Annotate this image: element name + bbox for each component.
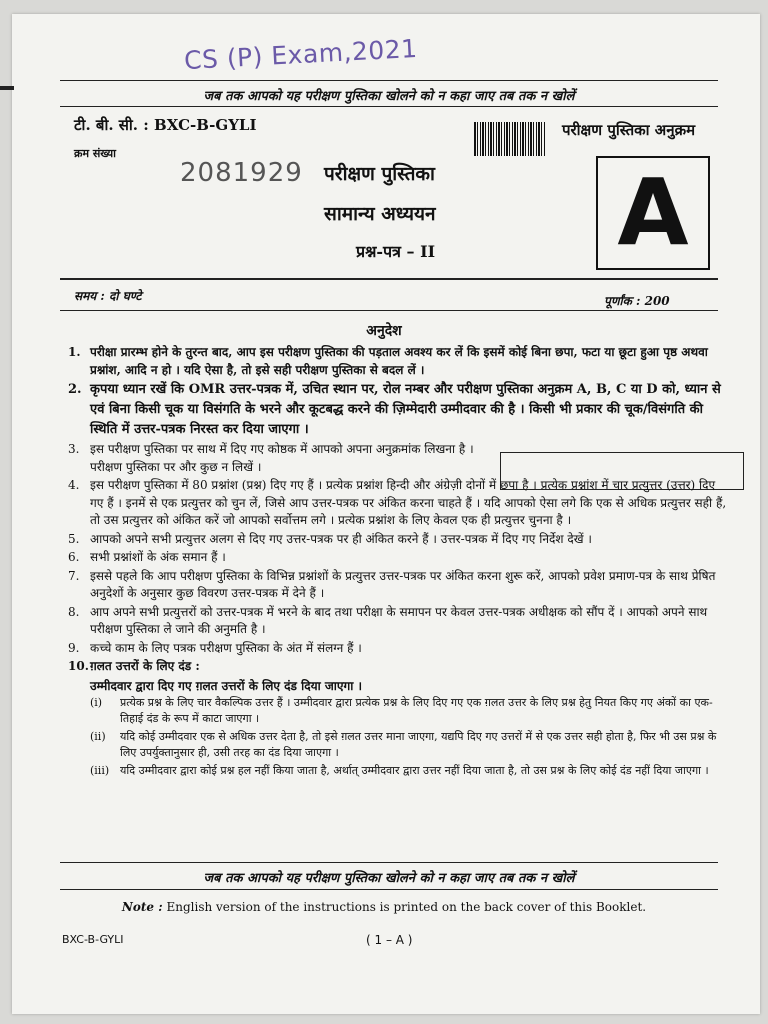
- instruction-item: 6. सभी प्रश्नांशों के अंक समान हैं ।: [68, 550, 226, 564]
- penalty-item: (iii) यदि उम्मीदवार द्वारा कोई प्रश्न हल नहीं किया जाता है, अर्थात् उम्मीदवार द्वारा उत्तर नहीं दिया जाता है, तो उस प्रश्न के लिए कोई दंड नहीं दिया जाएगा ।: [90, 763, 709, 777]
- divider-top-2: [60, 106, 718, 107]
- paper-number: प्रश्न-पत्र – II: [356, 242, 436, 261]
- divider-top: [60, 80, 718, 81]
- exam-stamp: CS (P) Exam,2021: [183, 33, 419, 76]
- english-note: [0, 900, 768, 914]
- footer-code: BXC-B-GYLI: [62, 933, 124, 946]
- divider-bottom-2: [60, 889, 718, 890]
- time-allowed: समय : दो घण्टे: [74, 289, 142, 303]
- divider-bottom: [60, 862, 718, 863]
- booklet-title: परीक्षण पुस्तिका: [324, 163, 435, 185]
- note-text: English version of the instructions is printed on the back cover of this Booklet.: [162, 900, 647, 914]
- divider-header: [60, 278, 718, 280]
- instruction-item: 3. इस परीक्षण पुस्तिका पर साथ में दिए गए कोष्ठक में आपको अपना अनुक्रमांक लिखना है । परीक्षण पुस्तिका पर और कुछ न लिखें ।: [68, 442, 474, 474]
- series-label: परीक्षण पुस्तिका अनुक्रम: [562, 121, 696, 139]
- instruction-item: 4. इस परीक्षण पुस्तिका में 80 प्रश्नांश (प्रश्न) दिए गए हैं । प्रत्येक प्रश्नांश हिन्दी और अंग्रेज़ी दोनों में छपा है । प्रत्येक प्रश्नांश में चार प्रत्युत्तर (उत्तर) दिए गए हैं । इनमें से एक प्रत्युत्तर को चुन लें, जिसे आप उत्तर-पत्रक पर अंकित करना चाहते हैं । यदि आपको ऐसा लगे कि एक से अधिक प्रत्युत्तर सही हैं, तो उस प्रत्युत्तर को अंकित करें जो आपको सर्वोत्तम लगे । प्रत्येक प्रश्नांश के लिए केवल एक ही प्रत्युत्तर चुनना है ।: [68, 478, 727, 527]
- serial-label: क्रम संख्या: [74, 147, 116, 160]
- instruction-item: 1. परीक्षा प्रारम्भ होने के तुरन्त बाद, आप इस परीक्षण पुस्तिका की पड़ताल अवश्य कर लें कि इसमें कोई बिना छपा, फटा या छूटा हुआ पृष्ठ अथवा प्रश्नांश, आदि न हो । यदि ऐसा है, तो इसे सही परीक्षण पुस्तिका से बदल लें ।: [68, 345, 708, 377]
- series-box: [596, 156, 710, 270]
- instruction-item: 9. कच्चे काम के लिए पत्रक परीक्षण पुस्तिका के अंत में संलग्न हैं ।: [68, 640, 362, 655]
- warning-bottom: जब तक आपको यह परीक्षण पुस्तिका खोलने को न कहा जाए तब तक न खोलें: [203, 871, 575, 886]
- instructions-heading: अनुदेश: [366, 323, 402, 339]
- barcode: [474, 122, 546, 156]
- subject-title: सामान्य अध्ययन: [324, 203, 436, 225]
- penalty-item: (ii) यदि कोई उम्मीदवार एक से अधिक उत्तर देता है, तो इसे ग़लत उत्तर माना जाएगा, यद्यपि दिए गए उत्तरों में से एक उत्तर सही होता है, फिर भी उस प्रश्न के लिए उपर्युक्तानुसार ही, उसी तरह का दंड दिया जाएगा ।: [90, 729, 717, 759]
- instructions-list: [68, 344, 728, 781]
- warning-top: जब तक आपको यह परीक्षण पुस्तिका खोलने को न कहा जाए तब तक न खोलें: [203, 89, 575, 104]
- divider-instructions: [60, 310, 718, 311]
- instruction-item: 7. इससे पहले कि आप परीक्षण पुस्तिका के विभिन्न प्रश्नांशों के प्रत्युत्तर उत्तर-पत्रक पर अंकित करना शुरू करें, आपको प्रवेश प्रमाण-पत्र के साथ प्रेषित अनुदेशों के अनुसार कुछ विवरण उत्तर-पत्रक में देने हैं ।: [68, 568, 716, 600]
- note-label: Note :: [121, 900, 163, 914]
- maximum-marks: पूर्णांक : 200: [604, 294, 670, 308]
- instruction-item: 10. ग़लत उत्तरों के लिए दंड :: [68, 659, 200, 673]
- instruction-item: 5. आपको अपने सभी प्रत्युत्तर अलग से दिए गए उत्तर-पत्रक पर ही अंकित करने हैं । उत्तर-पत्रक में दिए गए निर्देश देखें ।: [68, 531, 592, 546]
- edge-mark: [0, 86, 14, 90]
- tbc-code: टी. बी. सी. : BXC-B-GYLI: [74, 116, 257, 134]
- series-letter: A: [617, 159, 689, 266]
- page-number: ( 1 – A ): [366, 933, 413, 947]
- penalty-item: (i) प्रत्येक प्रश्न के लिए चार वैकल्पिक उत्तर हैं । उम्मीदवार द्वारा प्रत्येक प्रश्न के लिए दिए गए एक ग़लत उत्तर के लिए प्रश्न हेतु नियत किए गए अंकों का एक-तिहाई दंड के रूप में काटा जाएगा ।: [90, 695, 713, 725]
- serial-number: 2081929: [180, 158, 303, 188]
- instruction-item: 8. आप अपने सभी प्रत्युत्तरों को उत्तर-पत्रक में भरने के बाद तथा परीक्षा के समापन पर केवल उत्तर-पत्रक अधीक्षक को सौंप दें । आपको अपने साथ परीक्षण पुस्तिका ले जाने की अनुमति है ।: [68, 604, 708, 636]
- penalty-intro: उम्मीदवार द्वारा दिए गए ग़लत उत्तरों के लिए दंड दिया जाएगा ।: [90, 678, 363, 693]
- instruction-item: 2. कृपया ध्यान रखें कि OMR उत्तर-पत्रक में, उचित स्थान पर, रोल नम्बर और परीक्षण पुस्तिका अनुक्रम A, B, C या D को, ध्यान से एवं बिना किसी चूक या विसंगति के भरने और कूटबद्ध करने की ज़िम्मेदारी उम्मीदवार की है । किसी भी प्रकार की चूक/विसंगति की स्थिति में उत्तर-पत्रक निरस्त कर दिया जाएगा ।: [68, 382, 721, 437]
